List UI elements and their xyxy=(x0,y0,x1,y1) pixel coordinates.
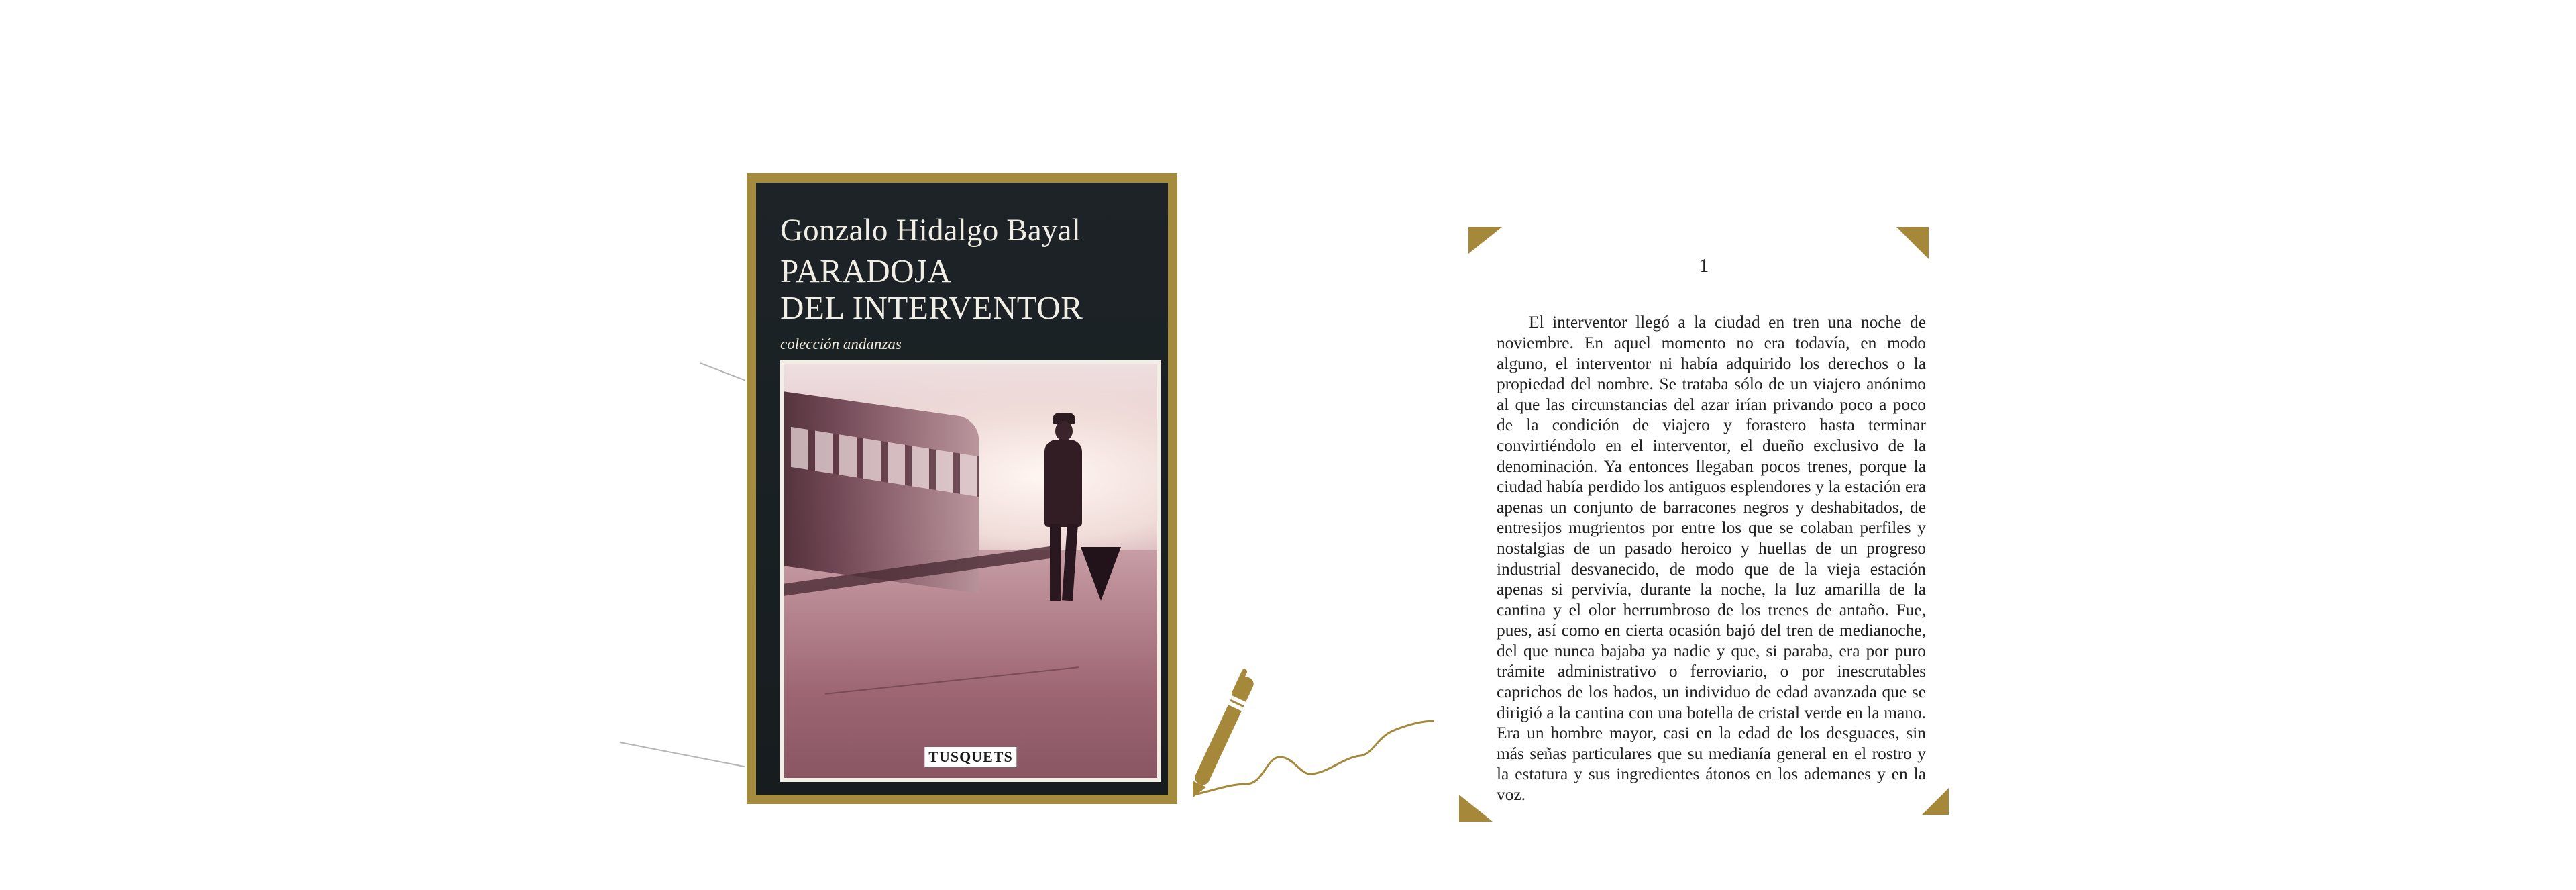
book-title-line2: DEL INTERVENTOR xyxy=(780,289,1083,326)
book-author: Gonzalo Hidalgo Bayal xyxy=(780,213,1081,248)
page-corner-bottom-left xyxy=(1459,795,1493,822)
photo-platform-crack xyxy=(825,666,1079,697)
pen-icon xyxy=(1193,656,1461,811)
page-corner-bottom-right xyxy=(1922,788,1949,815)
chapter-number: 1 xyxy=(1699,255,1709,277)
cover-photo xyxy=(780,360,1161,782)
decorative-line-lower xyxy=(620,742,745,767)
page-corner-top-right xyxy=(1896,227,1929,259)
book-collection: colección andanzas xyxy=(780,336,902,352)
page-corner-top-left xyxy=(1468,227,1502,254)
book-page xyxy=(1459,227,1949,822)
book-title xyxy=(780,252,1083,326)
book-cover-inner xyxy=(756,183,1168,795)
photo-man-with-umbrella xyxy=(1032,413,1093,614)
book-cover xyxy=(747,173,1177,804)
publisher-logo: TUSQUETS xyxy=(924,747,1016,767)
decorative-line-upper xyxy=(700,362,745,381)
book-title-line1: PARADOJA xyxy=(780,252,952,289)
page-body-text: El interventor llegó a la ciudad en tren una noche de noviembre. En aquel momento no era todavía, en modo alguno, el interventor ni había adquirido los derechos o la propiedad del nombre. Se trataba sólo de un viajero anónimo al que las circunstancias del azar irían privando poco a poco de la condición de viajero y forastero hasta terminar convirtiéndolo en el interventor, el dueño exclusivo de la denominación. Ya entonces llegaban pocos trenes, porque la ciudad había perdido los antiguos esplendores y la estación era apenas un conjunto de barracones negros y deshabitados, de entresijos mugrientos por entre los que se colaban perfiles y nostalgias de un pasado heroico y huellas de un progreso industrial desvanecido, de modo que de la vieja estación apenas si pervivía, durante la noche, la luz amarilla de la cantina y el olor herrumbroso de los trenes de antaño. Fue, pues, así como en cierta ocasión bajó del tren de medianoche, del que nunca bajaba ya nadie y que, si paraba, era por puro trámite administrativo o ferroviario, o por inescrutables caprichos de los hados, un individuo de edad avanzada que se dirigió a la cantina con una botella de cristal verde en la mano. Era un hombre mayor, casi en la edad de los desguaces, sin más señas particulares que su medianía general en el rostro y la estatura y sus ingredientes átonos en los ademanes y en la voz. xyxy=(1497,313,1926,805)
